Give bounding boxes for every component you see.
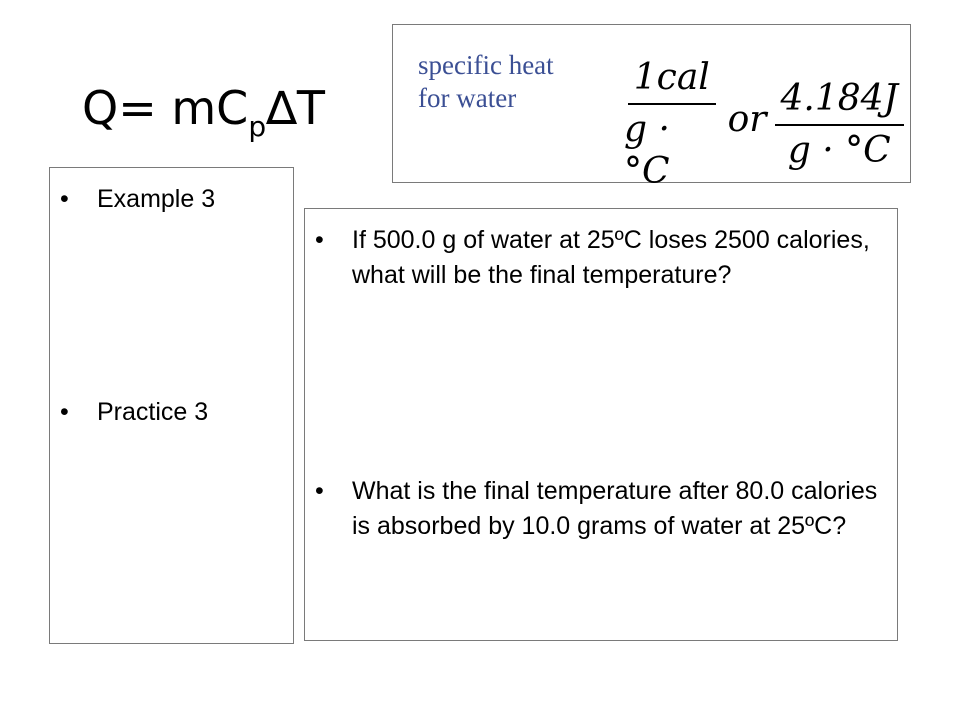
question-text: If 500.0 g of water at 25ºC loses 2500 calories, what will be the final temperature? <box>352 226 870 289</box>
bullet-icon: • <box>60 185 69 213</box>
fraction-calories <box>624 57 720 193</box>
title-tail: T <box>296 81 325 135</box>
fraction-calories-denominator: g · °C <box>624 109 670 192</box>
specific-heat-box <box>392 24 911 192</box>
left-content-box <box>49 167 294 644</box>
specific-heat-label-line2: for water <box>418 83 517 113</box>
specific-heat-label-line1: specific heat <box>418 50 554 80</box>
question-practice <box>315 474 890 544</box>
fraction-calories-numerator: 1cal <box>628 57 716 105</box>
list-item-example <box>60 182 215 217</box>
list-item-practice <box>60 395 208 430</box>
formula-connector: or <box>727 99 767 140</box>
list-item-label: Practice 3 <box>97 398 209 426</box>
question-text: What is the final temperature after 80.0 calories is absorbed by 10.0 grams of water at 25ºC? <box>352 477 878 540</box>
fraction-joules <box>775 78 905 172</box>
specific-heat-formula <box>618 57 910 193</box>
title-subscript: p <box>248 110 267 143</box>
bullet-icon: • <box>60 398 69 426</box>
specific-heat-label <box>418 49 618 115</box>
fraction-joules-denominator: g · °C <box>787 130 891 171</box>
title-main: Q= mC <box>82 81 249 135</box>
right-content-box <box>304 208 898 641</box>
fraction-joules-numerator: 4.184J <box>775 78 905 126</box>
bullet-icon: • <box>315 226 324 254</box>
list-item-label: Example 3 <box>97 185 216 213</box>
bullet-icon: • <box>315 477 324 505</box>
question-example <box>315 223 890 293</box>
title-delta: ∆ <box>266 81 297 135</box>
slide-title <box>82 78 325 157</box>
